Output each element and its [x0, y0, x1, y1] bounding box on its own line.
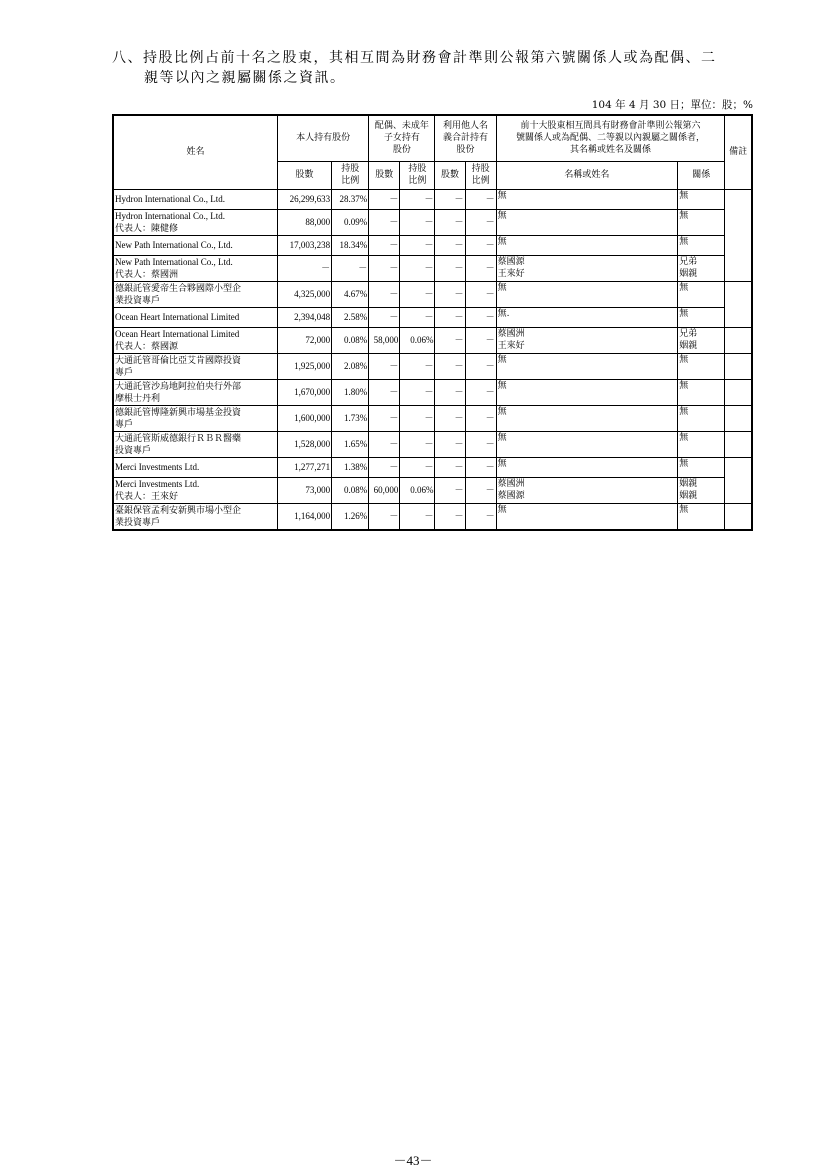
- self-ratio: 1.26%: [332, 503, 369, 530]
- self-shares: 1,670,000: [277, 379, 331, 405]
- self-shares: 88,000: [277, 209, 331, 235]
- name-line: 摩根士丹利: [115, 393, 161, 403]
- relation-text: 無: [679, 210, 689, 221]
- name-line: 業投資專戶: [115, 517, 161, 527]
- self-ratio: 2.58%: [332, 307, 369, 327]
- relation: [678, 503, 725, 530]
- spouse-ratio: －: [400, 307, 435, 327]
- spouse-ratio: －: [400, 189, 435, 209]
- name-line: Hydron International Co., Ltd.: [115, 194, 225, 204]
- name-line: Ocean Heart International Limited: [115, 312, 240, 322]
- self-ratio: 0.08%: [332, 477, 369, 503]
- shareholder-name: [113, 379, 277, 405]
- nominee-shares: －: [435, 209, 465, 235]
- relation-text: 姻親: [679, 490, 698, 501]
- page-number: －43－: [393, 1153, 433, 1168]
- self-ratio: 0.09%: [332, 209, 369, 235]
- table-row: [113, 255, 752, 281]
- name-line: New Path International Co., Ltd.: [115, 240, 233, 250]
- table-row: [113, 353, 752, 379]
- remark-cell: [725, 379, 752, 405]
- self-ratio: 1.65%: [332, 431, 369, 457]
- shareholder-name: [113, 503, 277, 530]
- related-name: 無: [497, 354, 507, 365]
- relation: [678, 431, 725, 457]
- relation-text: 兄弟: [679, 328, 698, 339]
- related-party-names: [496, 281, 678, 307]
- self-ratio: 1.80%: [332, 379, 369, 405]
- header-nominee-holding: 利用他人名 義合計持有 股份: [435, 115, 496, 161]
- nominee-ratio: －: [465, 189, 496, 209]
- relation-text: 姻親: [679, 340, 698, 351]
- relation-text: 無: [679, 308, 689, 319]
- related-name: 無: [497, 190, 507, 201]
- name-line: 大通託管沙烏地阿拉伯央行外部: [115, 381, 242, 391]
- related-name: 無: [497, 504, 507, 515]
- name-line: 專戶: [115, 419, 134, 429]
- shareholder-name: [113, 281, 277, 307]
- name-line: 業投資專戶: [115, 295, 161, 305]
- header-name: 姓名: [113, 115, 277, 189]
- relation-text: 無: [679, 432, 689, 443]
- self-shares: －: [277, 255, 331, 281]
- related-name: 無: [497, 380, 507, 391]
- self-ratio: 1.73%: [332, 405, 369, 431]
- relation: [678, 327, 725, 353]
- name-line: 代表人：王來好: [115, 491, 179, 501]
- spouse-shares: －: [369, 307, 400, 327]
- name-line: 投資專戶: [115, 445, 152, 455]
- relation-text: 兄弟: [679, 256, 698, 267]
- name-line: Ocean Heart International Limited: [115, 329, 240, 339]
- related-party-names: [496, 405, 678, 431]
- self-ratio: －: [332, 255, 369, 281]
- header-spouse-ratio: 持股 比例: [400, 161, 435, 189]
- shareholder-name: [113, 189, 277, 209]
- related-name: 無: [497, 432, 507, 443]
- relation-text: 姻親: [679, 478, 698, 489]
- related-name: 無: [497, 458, 507, 469]
- self-ratio: 18.34%: [332, 235, 369, 255]
- table-row: [113, 379, 752, 405]
- table-row: [113, 281, 752, 307]
- shareholder-table: [112, 114, 753, 531]
- self-shares: 2,394,048: [277, 307, 331, 327]
- relation: [678, 307, 725, 327]
- header-spouse-shares: 股數: [369, 161, 400, 189]
- spouse-ratio: －: [400, 209, 435, 235]
- relation-text: 姻親: [679, 268, 698, 279]
- header-related-name: 名稱或姓名: [496, 161, 678, 189]
- spouse-shares: 60,000: [369, 477, 400, 503]
- nominee-ratio: －: [465, 477, 496, 503]
- shareholder-name: [113, 353, 277, 379]
- spouse-shares: －: [369, 431, 400, 457]
- nominee-shares: －: [435, 255, 465, 281]
- table-row: [113, 477, 752, 503]
- related-name: 無: [497, 236, 507, 247]
- self-shares: 4,325,000: [277, 281, 331, 307]
- relation-text: 無: [679, 190, 689, 201]
- nominee-ratio: －: [465, 379, 496, 405]
- spouse-ratio: －: [400, 503, 435, 530]
- related-name: 蔡國源: [497, 256, 525, 267]
- related-party-names: [496, 209, 678, 235]
- section-heading-line-1: 八、持股比例占前十名之股東，其相互間為財務會計準則公報第六號關係人或為配偶、二: [112, 50, 717, 66]
- relation: [678, 255, 725, 281]
- relation: [678, 405, 725, 431]
- shareholder-name: [113, 431, 277, 457]
- related-name: 王來好: [497, 340, 525, 351]
- related-party-names: [496, 477, 678, 503]
- name-line: 德銀託管博隆新興市場基金投資: [115, 407, 242, 417]
- relation-text: 無: [679, 380, 689, 391]
- spouse-shares: －: [369, 235, 400, 255]
- remark-cell: [725, 503, 752, 530]
- spouse-shares: －: [369, 353, 400, 379]
- spouse-shares: －: [369, 457, 400, 477]
- self-ratio: 2.08%: [332, 353, 369, 379]
- nominee-shares: －: [435, 405, 465, 431]
- related-party-names: [496, 327, 678, 353]
- nominee-ratio: －: [465, 431, 496, 457]
- remark-cell: [725, 189, 752, 281]
- spouse-ratio: －: [400, 353, 435, 379]
- spouse-shares: －: [369, 379, 400, 405]
- date-unit-line: 104 年 4 月 30 日；單位：股；%: [591, 99, 753, 111]
- spouse-shares: －: [369, 209, 400, 235]
- nominee-shares: －: [435, 327, 465, 353]
- spouse-shares: －: [369, 255, 400, 281]
- relation: [678, 379, 725, 405]
- shareholder-name: [113, 255, 277, 281]
- self-shares: 17,003,238: [277, 235, 331, 255]
- remark-cell: [725, 353, 752, 379]
- relation-text: 無: [679, 282, 689, 293]
- table-row: [113, 457, 752, 477]
- relation: [678, 189, 725, 209]
- nominee-shares: －: [435, 431, 465, 457]
- name-line: Merci Investments Ltd.: [115, 479, 200, 489]
- nominee-shares: －: [435, 477, 465, 503]
- relation: [678, 477, 725, 503]
- spouse-shares: －: [369, 503, 400, 530]
- spouse-ratio: 0.06%: [400, 477, 435, 503]
- relation-text: 無: [679, 406, 689, 417]
- nominee-ratio: －: [465, 307, 496, 327]
- table-row: [113, 327, 752, 353]
- header-nominee-shares: 股數: [435, 161, 465, 189]
- self-shares: 1,600,000: [277, 405, 331, 431]
- header-related-parties: 前十大股東相互間具有財務會計準則公報第六 號關係人或為配偶、二等親以內親屬之關係者， 其名稱或姓名及關係: [496, 115, 725, 161]
- name-line: 代表人：陳健修: [115, 223, 179, 233]
- nominee-ratio: －: [465, 457, 496, 477]
- shareholder-name: [113, 307, 277, 327]
- relation: [678, 209, 725, 235]
- remark-cell: [725, 281, 752, 327]
- related-party-names: [496, 189, 678, 209]
- spouse-ratio: －: [400, 281, 435, 307]
- nominee-shares: －: [435, 189, 465, 209]
- header-relation: 關係: [678, 161, 725, 189]
- remark-cell: [725, 457, 752, 503]
- related-party-names: [496, 457, 678, 477]
- spouse-shares: －: [369, 281, 400, 307]
- relation-text: 無: [679, 236, 689, 247]
- shareholder-name: [113, 235, 277, 255]
- name-line: Hydron International Co., Ltd.: [115, 211, 225, 221]
- name-line: 臺銀保管孟利安新興市場小型企: [115, 505, 242, 515]
- related-name: 無.: [497, 308, 510, 319]
- self-shares: 1,528,000: [277, 431, 331, 457]
- name-line: New Path International Co., Ltd.: [115, 257, 233, 267]
- nominee-ratio: －: [465, 405, 496, 431]
- shareholder-name: [113, 209, 277, 235]
- nominee-shares: －: [435, 307, 465, 327]
- self-ratio: 4.67%: [332, 281, 369, 307]
- related-party-names: [496, 235, 678, 255]
- name-line: 代表人：蔡國源: [115, 341, 179, 351]
- remark-cell: [725, 327, 752, 353]
- related-party-names: [496, 379, 678, 405]
- table-row: [113, 503, 752, 530]
- nominee-ratio: －: [465, 281, 496, 307]
- related-party-names: [496, 255, 678, 281]
- table-row: [113, 405, 752, 431]
- table-row: [113, 209, 752, 235]
- relation-text: 無: [679, 354, 689, 365]
- relation: [678, 353, 725, 379]
- nominee-ratio: －: [465, 327, 496, 353]
- header-spouse-holding: 配偶、未成年 子女持有 股份: [369, 115, 435, 161]
- spouse-shares: －: [369, 405, 400, 431]
- name-line: 專戶: [115, 367, 134, 377]
- related-party-names: [496, 431, 678, 457]
- spouse-ratio: －: [400, 235, 435, 255]
- self-ratio: 28.37%: [332, 189, 369, 209]
- related-name: 蔡國洲: [497, 478, 525, 489]
- nominee-shares: －: [435, 379, 465, 405]
- related-name: 蔡國源: [497, 490, 525, 501]
- spouse-shares: 58,000: [369, 327, 400, 353]
- section-heading: [112, 48, 772, 88]
- self-shares: 1,925,000: [277, 353, 331, 379]
- related-name: 王來好: [497, 268, 525, 279]
- table-row: [113, 307, 752, 327]
- table-row: [113, 189, 752, 209]
- nominee-ratio: －: [465, 235, 496, 255]
- self-shares: 26,299,633: [277, 189, 331, 209]
- shareholder-name: [113, 327, 277, 353]
- shareholder-name: [113, 405, 277, 431]
- relation: [678, 457, 725, 477]
- self-shares: 1,164,000: [277, 503, 331, 530]
- nominee-shares: －: [435, 235, 465, 255]
- name-line: 代表人：蔡國洲: [115, 269, 179, 279]
- relation: [678, 281, 725, 307]
- nominee-ratio: －: [465, 209, 496, 235]
- nominee-ratio: －: [465, 353, 496, 379]
- table-row: [113, 235, 752, 255]
- spouse-ratio: －: [400, 255, 435, 281]
- nominee-shares: －: [435, 353, 465, 379]
- spouse-ratio: －: [400, 405, 435, 431]
- nominee-shares: －: [435, 457, 465, 477]
- related-name: 無: [497, 282, 507, 293]
- related-name: 蔡國洲: [497, 328, 525, 339]
- self-shares: 73,000: [277, 477, 331, 503]
- related-party-names: [496, 503, 678, 530]
- relation: [678, 235, 725, 255]
- related-name: 無: [497, 210, 507, 221]
- self-ratio: 1.38%: [332, 457, 369, 477]
- spouse-ratio: 0.06%: [400, 327, 435, 353]
- related-name: 無: [497, 406, 507, 417]
- section-heading-line-2: 親等以內之親屬關係之資訊。: [144, 70, 346, 86]
- header-self-ratio: 持股 比例: [332, 161, 369, 189]
- name-line: 德銀託管愛帝生合夥國際小型企: [115, 283, 242, 293]
- spouse-ratio: －: [400, 457, 435, 477]
- spouse-shares: －: [369, 189, 400, 209]
- header-remark: 備註: [725, 115, 752, 189]
- remark-cell: [725, 431, 752, 457]
- nominee-ratio: －: [465, 255, 496, 281]
- shareholder-name: [113, 457, 277, 477]
- nominee-shares: －: [435, 503, 465, 530]
- header-self-holding: 本人持有股份: [277, 115, 368, 161]
- name-line: 大通託管斯威德銀行ＲＢＲ醫藥: [115, 433, 242, 443]
- shareholder-name: [113, 477, 277, 503]
- spouse-ratio: －: [400, 379, 435, 405]
- related-party-names: [496, 307, 678, 327]
- self-shares: 1,277,271: [277, 457, 331, 477]
- relation-text: 無: [679, 504, 689, 515]
- header-self-shares: 股數: [277, 161, 331, 189]
- relation-text: 無: [679, 458, 689, 469]
- name-line: Merci Investments Ltd.: [115, 462, 200, 472]
- header-nominee-ratio: 持股 比例: [465, 161, 496, 189]
- self-shares: 72,000: [277, 327, 331, 353]
- spouse-ratio: －: [400, 431, 435, 457]
- nominee-shares: －: [435, 281, 465, 307]
- table-row: [113, 431, 752, 457]
- remark-cell: [725, 405, 752, 431]
- related-party-names: [496, 353, 678, 379]
- nominee-ratio: －: [465, 503, 496, 530]
- self-ratio: 0.08%: [332, 327, 369, 353]
- name-line: 大通託管哥倫比亞艾肯國際投資: [115, 355, 242, 365]
